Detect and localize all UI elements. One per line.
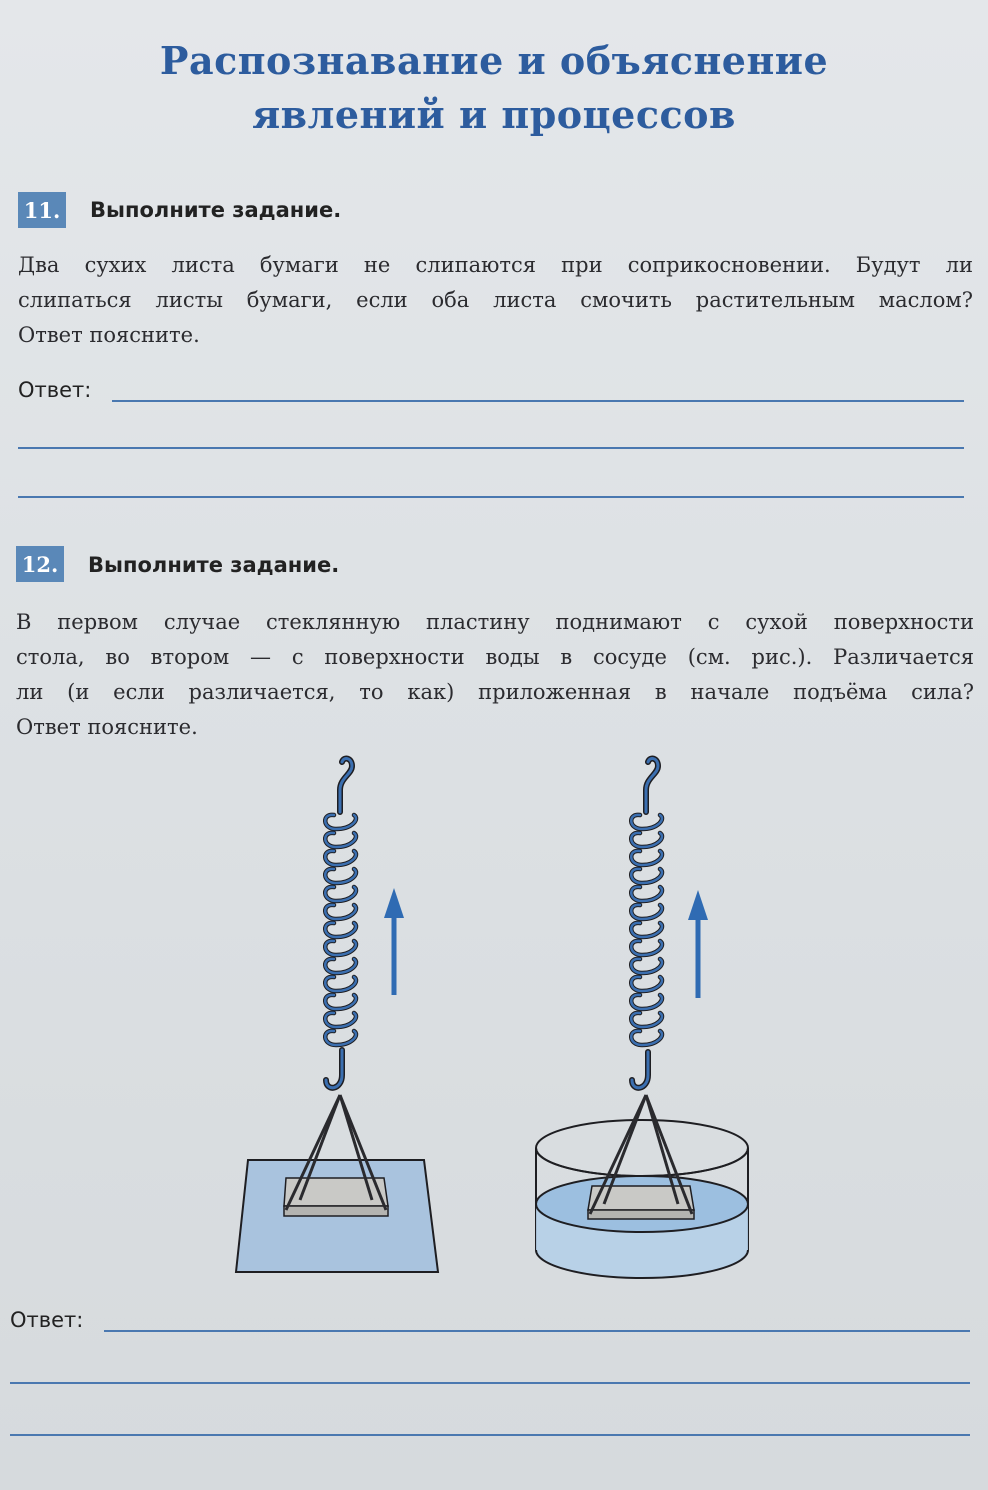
task-11-heading: Выполните задание.	[90, 198, 342, 222]
task-12-text-line: ли (и если различается, то как) приложенная в начале подъёма сила?	[16, 680, 974, 704]
glass-plate-edge	[588, 1210, 694, 1219]
task-12-answer-line-3[interactable]	[10, 1434, 970, 1436]
force-arrow-icon	[688, 890, 708, 998]
task-12-text-line: В первом случае стеклянную пластину поднимают с сухой поверхности	[16, 610, 974, 634]
task-11-text-line: слипаться листы бумаги, если оба листа смочить растительным маслом?	[18, 288, 973, 312]
task-11-answer-label: Ответ:	[18, 378, 92, 402]
force-arrow-icon	[384, 888, 404, 995]
spring-icon	[631, 815, 662, 1045]
glass-plate-edge	[284, 1206, 388, 1216]
task-11-text-line: Два сухих листа бумаги не слипаются при соприкосновении. Будут ли	[18, 253, 973, 277]
task-12-number: 12.	[16, 546, 64, 582]
task-12-heading: Выполните задание.	[88, 553, 340, 577]
task-11-text-line: Ответ поясните.	[18, 323, 200, 347]
right-scene-water-vessel	[536, 759, 748, 1278]
page-title-line-1: Распознавание и объяснение	[159, 38, 829, 83]
task-12-answer-line-2[interactable]	[10, 1382, 970, 1384]
glass-plate	[588, 1186, 694, 1210]
task-12-text-line: стола, во втором — с поверхности воды в сосуде (см. рис.). Различается	[16, 645, 974, 669]
task-12-text-line: Ответ поясните.	[16, 715, 198, 739]
page-title-line-2: явлений и процессов	[252, 92, 736, 137]
spring-icon	[325, 815, 356, 1045]
task-11-number: 11.	[18, 192, 66, 228]
left-scene-dry-table	[236, 759, 438, 1272]
task-12-answer-label: Ответ:	[10, 1308, 84, 1332]
task-12-answer-line-1[interactable]	[104, 1330, 970, 1332]
